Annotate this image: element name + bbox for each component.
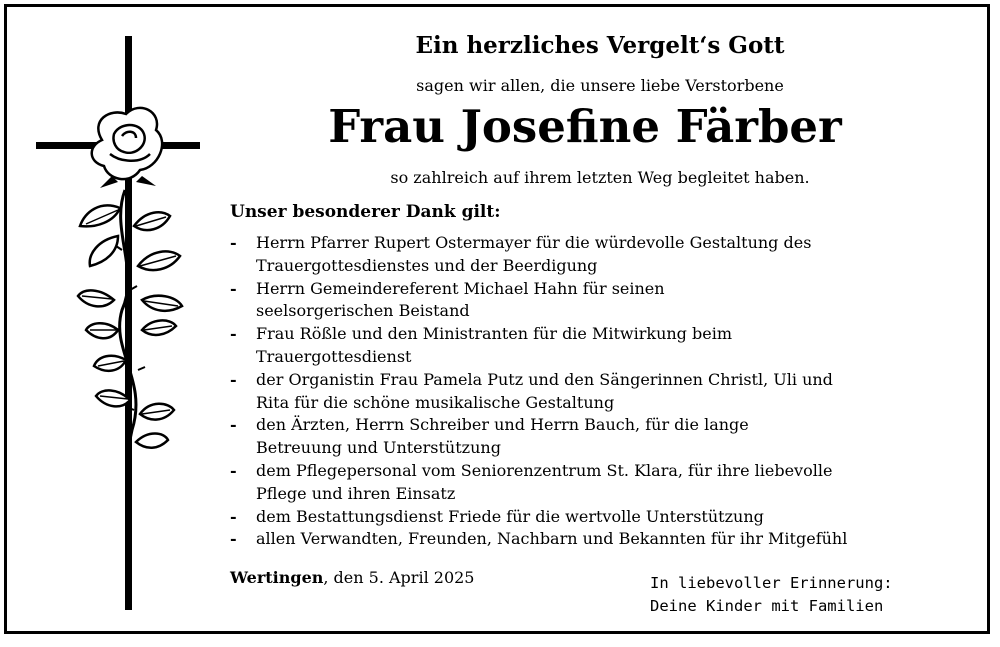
- list-item-line: Trauergottesdienstes und der Beerdigung: [256, 255, 598, 275]
- deceased-name: Frau Josefine Färber: [328, 100, 842, 153]
- list-dash: -: [230, 233, 237, 252]
- list-item-line: allen Verwandten, Freunden, Nachbarn und Bekannten für ihr Mitgefühl: [256, 529, 848, 549]
- list-item: [230, 528, 970, 551]
- thanks-list: [230, 232, 970, 551]
- list-item: [230, 323, 970, 369]
- notice-heading: Ein herzliches Vergelt‘s Gott: [415, 32, 785, 59]
- list-item: [230, 369, 970, 415]
- place-date: [230, 568, 474, 587]
- list-item-line: dem Bestattungsdienst Friede für die wertvolle Unterstützung: [256, 506, 764, 526]
- list-item: [230, 232, 970, 278]
- list-dash: -: [230, 415, 237, 435]
- list-dash: -: [230, 529, 237, 549]
- list-item-line: seelsorgerischen Beistand: [256, 301, 470, 321]
- list-dash: -: [230, 460, 237, 480]
- list-dash: -: [230, 506, 237, 526]
- signoff-line-2: Deine Kinder mit Familien: [650, 597, 884, 615]
- cross-with-rose-icon: [30, 30, 210, 612]
- outro-line: so zahlreich auf ihrem letzten Weg begleitet haben.: [390, 168, 810, 187]
- list-dash: -: [230, 369, 237, 389]
- list-item-line: Betreuung und Unterstützung: [256, 438, 501, 458]
- thanks-heading: Unser besonderer Dank gilt:: [230, 202, 501, 222]
- list-dash: -: [230, 278, 237, 298]
- list-item-line: Pflege und ihren Einsatz: [256, 483, 456, 503]
- place-name: Wertingen: [230, 568, 324, 587]
- list-item-line: Frau Rößle und den Ministranten für die Mitwirkung beim: [256, 324, 732, 344]
- list-item-line: Rita für die schöne musikalische Gestaltung: [256, 392, 615, 412]
- intro-line: sagen wir allen, die unsere liebe Verstorbene: [416, 76, 784, 95]
- list-item-line: Trauergottesdienst: [256, 346, 412, 366]
- list-item-line: der Organistin Frau Pamela Putz und den Sängerinnen Christl, Uli und: [256, 369, 833, 389]
- list-item: [230, 506, 970, 529]
- list-item: [230, 460, 970, 506]
- list-item: [230, 278, 970, 324]
- list-item-line: den Ärzten, Herrn Schreiber und Herrn Bauch, für die lange: [256, 415, 749, 435]
- list-dash: -: [230, 324, 237, 344]
- date-text: , den 5. April 2025: [323, 568, 475, 587]
- list-item: [230, 414, 970, 460]
- signoff: [650, 572, 893, 618]
- list-item-line: Herrn Pfarrer Rupert Ostermayer für die würdevolle Gestaltung des: [256, 233, 812, 252]
- signoff-line-1: In liebevoller Erinnerung:: [650, 574, 893, 592]
- list-item-line: Herrn Gemeindereferent Michael Hahn für seinen: [256, 278, 665, 298]
- list-item-line: dem Pflegepersonal vom Seniorenzentrum St. Klara, für ihre liebevolle: [256, 460, 833, 480]
